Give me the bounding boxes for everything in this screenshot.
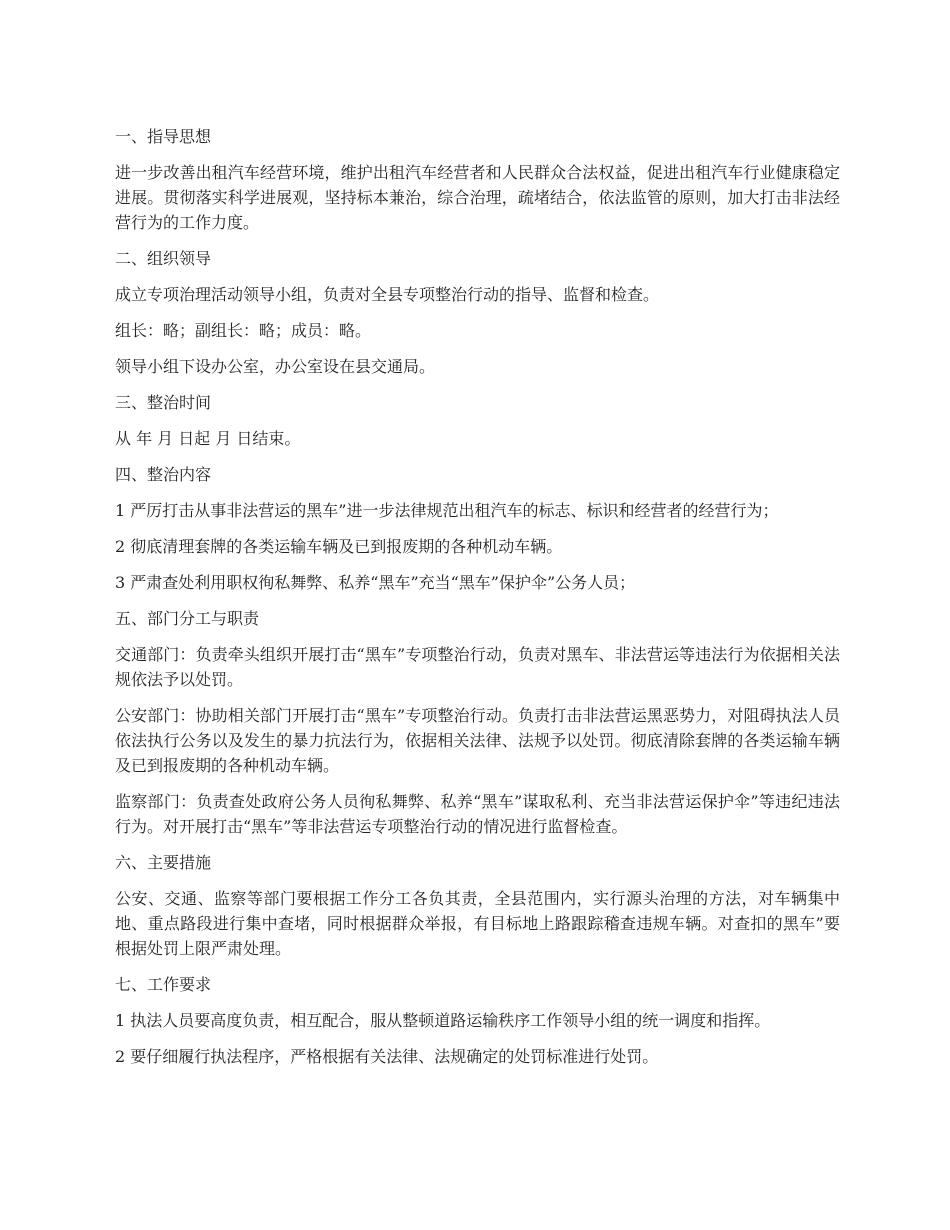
list-item: 1 严厉打击从事非法营运的黑车”进一步法律规范出租汽车的标志、标识和经营者的经营行为； bbox=[115, 501, 779, 520]
section-heading-responsibilities: 五、部门分工与职责 bbox=[115, 609, 260, 628]
paragraph: 领导小组下设办公室，办公室设在县交通局。 bbox=[115, 357, 436, 376]
list-item: 2 彻底清理套牌的各类运输车辆及已到报废期的各种机动车辆。 bbox=[115, 537, 563, 556]
section-heading-time: 三、整治时间 bbox=[115, 393, 212, 412]
list-item: 2 要仔细履行执法程序，严格根据有关法律、法规确定的处罚标准进行处罚。 bbox=[115, 1047, 659, 1066]
paragraph: 进一步改善出租汽车经营环境，维护出租汽车经营者和人民群众合法权益，促进出租汽车行业健康稳定进展。贯彻落实科学进展观，坚持标本兼治，综合治理，疏堵结合，依法监管的原则，加大打击非法经营行为的工作力度。 bbox=[115, 163, 840, 232]
section-heading-requirements: 七、工作要求 bbox=[115, 975, 212, 994]
paragraph: 组长：略；副组长：略；成员：略。 bbox=[115, 321, 372, 340]
list-item: 1 执法人员要高度负责，相互配合，服从整顿道路运输秩序工作领导小组的统一调度和指挥。 bbox=[115, 1011, 771, 1030]
paragraph: 从 年 月 日起 月 日结束。 bbox=[115, 429, 301, 448]
section-heading-guiding-ideology: 一、指导思想 bbox=[115, 127, 212, 146]
document-body bbox=[115, 124, 840, 1080]
paragraph: 交通部门：负责牵头组织开展打击“黑车”专项整治行动，负责对黑车、非法营运等违法行为依据相关法规依法予以处罚。 bbox=[115, 645, 840, 689]
paragraph: 成立专项治理活动领导小组，负责对全县专项整治行动的指导、监督和检查。 bbox=[115, 285, 660, 304]
paragraph: 公安、交通、监察等部门要根据工作分工各负其责，全县范围内，实行源头治理的方法，对车辆集中地、重点路段进行集中查堵，同时根据群众举报，有目标地上路跟踪稽查违规车辆。对查扣的黑车”要根据处罚上限严肃处理。 bbox=[115, 889, 840, 958]
list-item: 3 严肃查处利用职权徇私舞弊、私养“黑车”充当“黑车”保护伞”公务人员； bbox=[115, 573, 636, 592]
section-heading-measures: 六、主要措施 bbox=[115, 853, 212, 872]
section-heading-organization: 二、组织领导 bbox=[115, 249, 212, 268]
paragraph: 公安部门：协助相关部门开展打击“黑车”专项整治行动。负责打击非法营运黑恶势力，对阻碍执法人员依法执行公务以及发生的暴力抗法行为，依据相关法律、法规予以处罚。彻底清除套牌的各类运输车辆及已到报废期的各种机动车辆。 bbox=[115, 706, 840, 775]
paragraph: 监察部门：负责查处政府公务人员徇私舞弊、私养“黑车”谋取私利、充当非法营运保护伞”等违纪违法行为。对开展打击“黑车”等非法营运专项整治行动的情况进行监督检查。 bbox=[115, 792, 840, 836]
section-heading-content: 四、整治内容 bbox=[115, 465, 212, 484]
